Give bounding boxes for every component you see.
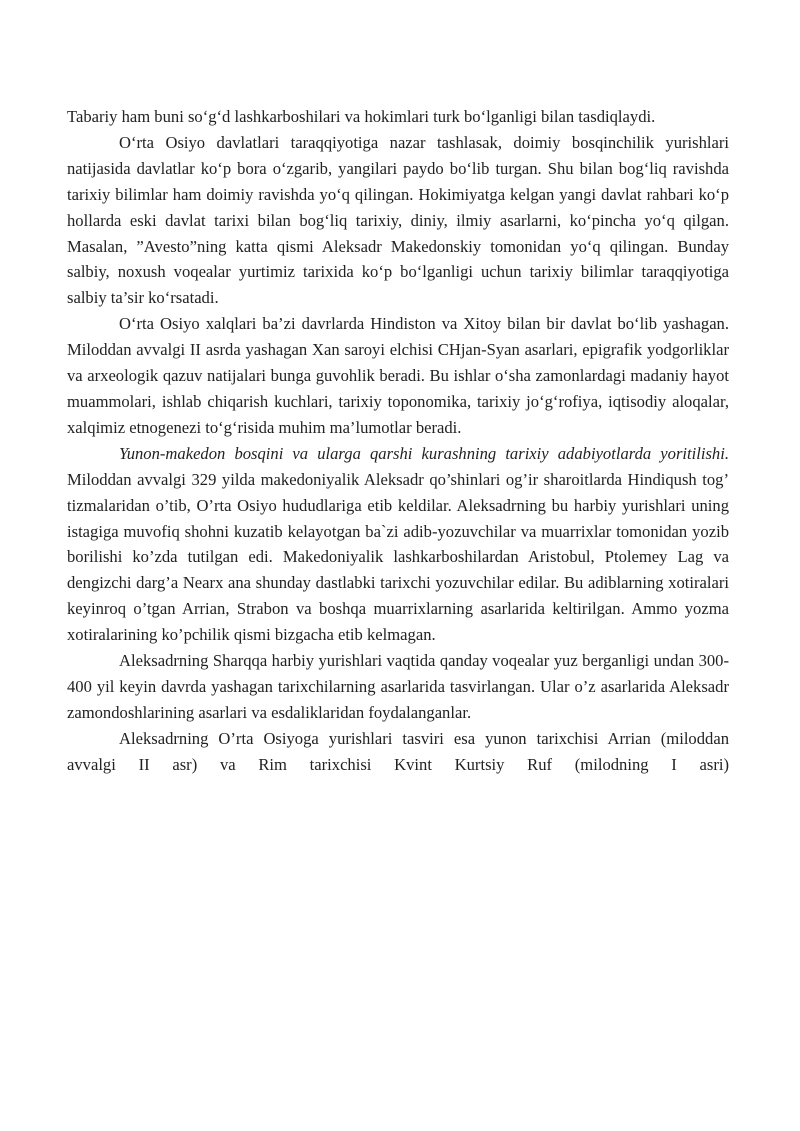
paragraph-4-body: Miloddan avvalgi 329 yilda makedoniyalik Aleksadr qo’shinlari og’ir sharoitlarda Hindiqush tog’ tizmalaridan o’tib, O’rta Osiyo hududlariga etib keldilar. Aleksadrning bu harbiy yurishlari uning istagiga muvofiq shohni kuzatib kelayotgan ba`zi adib-yozuvchilar va muarrixlar tomonidan yozib borilishi ko’zda tutilgan edi. Makedoniyalik lashkarboshilardan Aristobul, Ptolemey Lag va dengizchi darg’a Nearx ana shunday dastlabki tarixchi yozuvchilar edilar. Bu adiblarning xotiralari keyinroq o’tgan Arrian, Strabon va boshqa muarrixlarning asarlarida keltirilgan. Ammo yozma xotiralarining ko’pchilik qismi bizgacha etib kelmagan.: [67, 469, 729, 645]
body-text: [67, 104, 729, 778]
paragraph-4: [67, 441, 729, 648]
paragraph-3: O‘rta Osiyo xalqlari ba’zi davrlarda Hindiston va Xitoy bilan bir davlat bo‘lib yashagan. Miloddan avvalgi II asrda yashagan Xan saroyi elchisi CHjan-Syan asarlari, epigrafik yodgorliklar va arxeologik qazuv natijalari bunga guvohlik beradi. Bu ishlar o‘sha zamonlardagi madaniy hayot muammolari, ishlab chiqarish kuchlari, tarixiy toponomika, tarixiy jo‘g‘rofiya, iqtisodiy aloqalar, xalqimiz etnogenezi to‘g‘risida muhim ma’lumotlar beradi.: [67, 314, 729, 437]
paragraph-1: Tabariy ham buni so‘g‘d lashkarboshilari va hokimlari turk bo‘lganligi bilan tasdiqlaydi.: [67, 107, 656, 126]
paragraph-5: Aleksadrning Sharqqa harbiy yurishlari vaqtida qanday voqealar yuz berganligi undan 300-400 yil keyin davrda yashagan tarixchilarning asarlarida tasvirlangan. Ular o’z asarlarida Aleksadr zamondoshlarining asarlari va esdaliklaridan foydalanganlar.: [67, 651, 729, 722]
section-heading: Yunon-makedon bosqini va ularga qarshi kurashning tarixiy adabiyotlarda yoritilishi.: [119, 443, 729, 463]
paragraph-2: O‘rta Osiyo davlatlari taraqqiyotiga nazar tashlasak, doimiy bosqinchilik yurishlari natijasida davlatlar ko‘p bora o‘zgarib, yangilari paydo bo‘lib turgan. Shu bilan bog‘liq ravishda tarixiy bilimlar ham doimiy ravishda yo‘q qilingan. Hokimiyatga kelgan yangi davlat rahbari ko‘p hollarda eski davlat tarixi bilan bog‘liq tarixiy, diniy, ilmiy asarlarni, ko‘pincha yo‘q qilgan. Masalan, ”Avesto”ning katta qismi Aleksadr Makedonskiy tomonidan yo‘q qilingan. Bunday salbiy, noxush voqealar yurtimiz tarixida ko‘p bo‘lganligi uchun tarixiy bilimlar taraqqiyotiga salbiy ta’sir ko‘rsatadi.: [67, 132, 729, 308]
paragraph-6: Aleksadrning O’rta Osiyoga yurishlari tasviri esa yunon tarixchisi Arrian (miloddan avvalgi II asr) va Rim tarixchisi Kvint Kurtsiy Ruf (milodning I asri): [67, 728, 729, 774]
